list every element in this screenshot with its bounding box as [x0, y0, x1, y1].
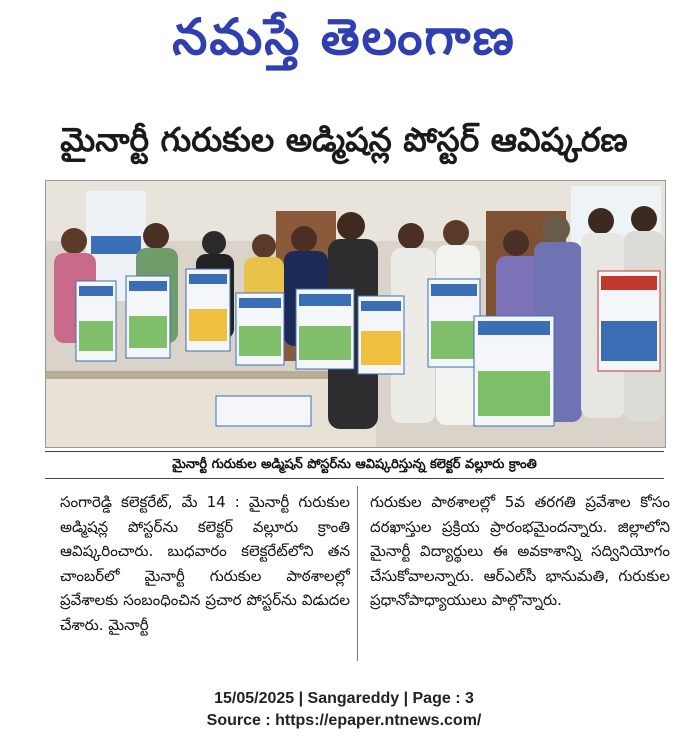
newspaper-masthead: నమస్తే తెలంగాణ [172, 7, 516, 66]
footer-date-location-page: 15/05/2025 | Sangareddy | Page : 3 [214, 690, 474, 707]
caption-top-rule [45, 451, 664, 452]
photo-caption: మైనార్టీ గురుకుల అడ్మిషన్ పోస్టర్‌ను ఆవిష్కరిస్తున్న కలెక్టర్ వల్లూరు క్రాంతి [172, 457, 537, 472]
article-column-left: సంగారెడ్డి కలెక్టరేట్, మే 14 : మైనార్టీ గురుకుల అడ్మిషన్ల పోస్టర్‌ను కలెక్టర్ వల్లూరు క్రాంతి ఆవిష్కరించారు. బుధవారం కలెక్టరేట్‌లోని తన చాంబర్‌లో మైనార్టీ గురుకుల పాఠశాలల్లో ప్రవేశాలకు సంబంధించిన ప్రచార పోస్టర్‌ను విడుదల చేశారు. మైనార్టీ [60, 493, 350, 634]
footer-source: Source : https://epaper.ntnews.com/ [206, 712, 482, 729]
article-headline: మైనార్టీ గురుకుల అడ్మిషన్ల పోస్టర్ ఆవిష్కరణ [60, 120, 628, 159]
photo-illustration [46, 181, 665, 447]
caption-bottom-rule [45, 478, 664, 479]
column-divider [357, 486, 358, 661]
news-photo [45, 180, 666, 448]
article-column-right: గురుకుల పాఠశాలల్లో 5వ తరగతి ప్రవేశాల కోసం దరఖాస్తుల ప్రక్రియ ప్రారంభమైందన్నారు. జిల్లాలోని మైనార్టీ విద్యార్థులు ఈ అవకాశాన్ని సద్వినియోగం చేసుకోవాలన్నారు. ఆర్‌ఎల్‌సీ భానుమతి, గురుకుల ప్రధానోపాధ్యాయులు పాల్గొన్నారు. [370, 493, 670, 609]
